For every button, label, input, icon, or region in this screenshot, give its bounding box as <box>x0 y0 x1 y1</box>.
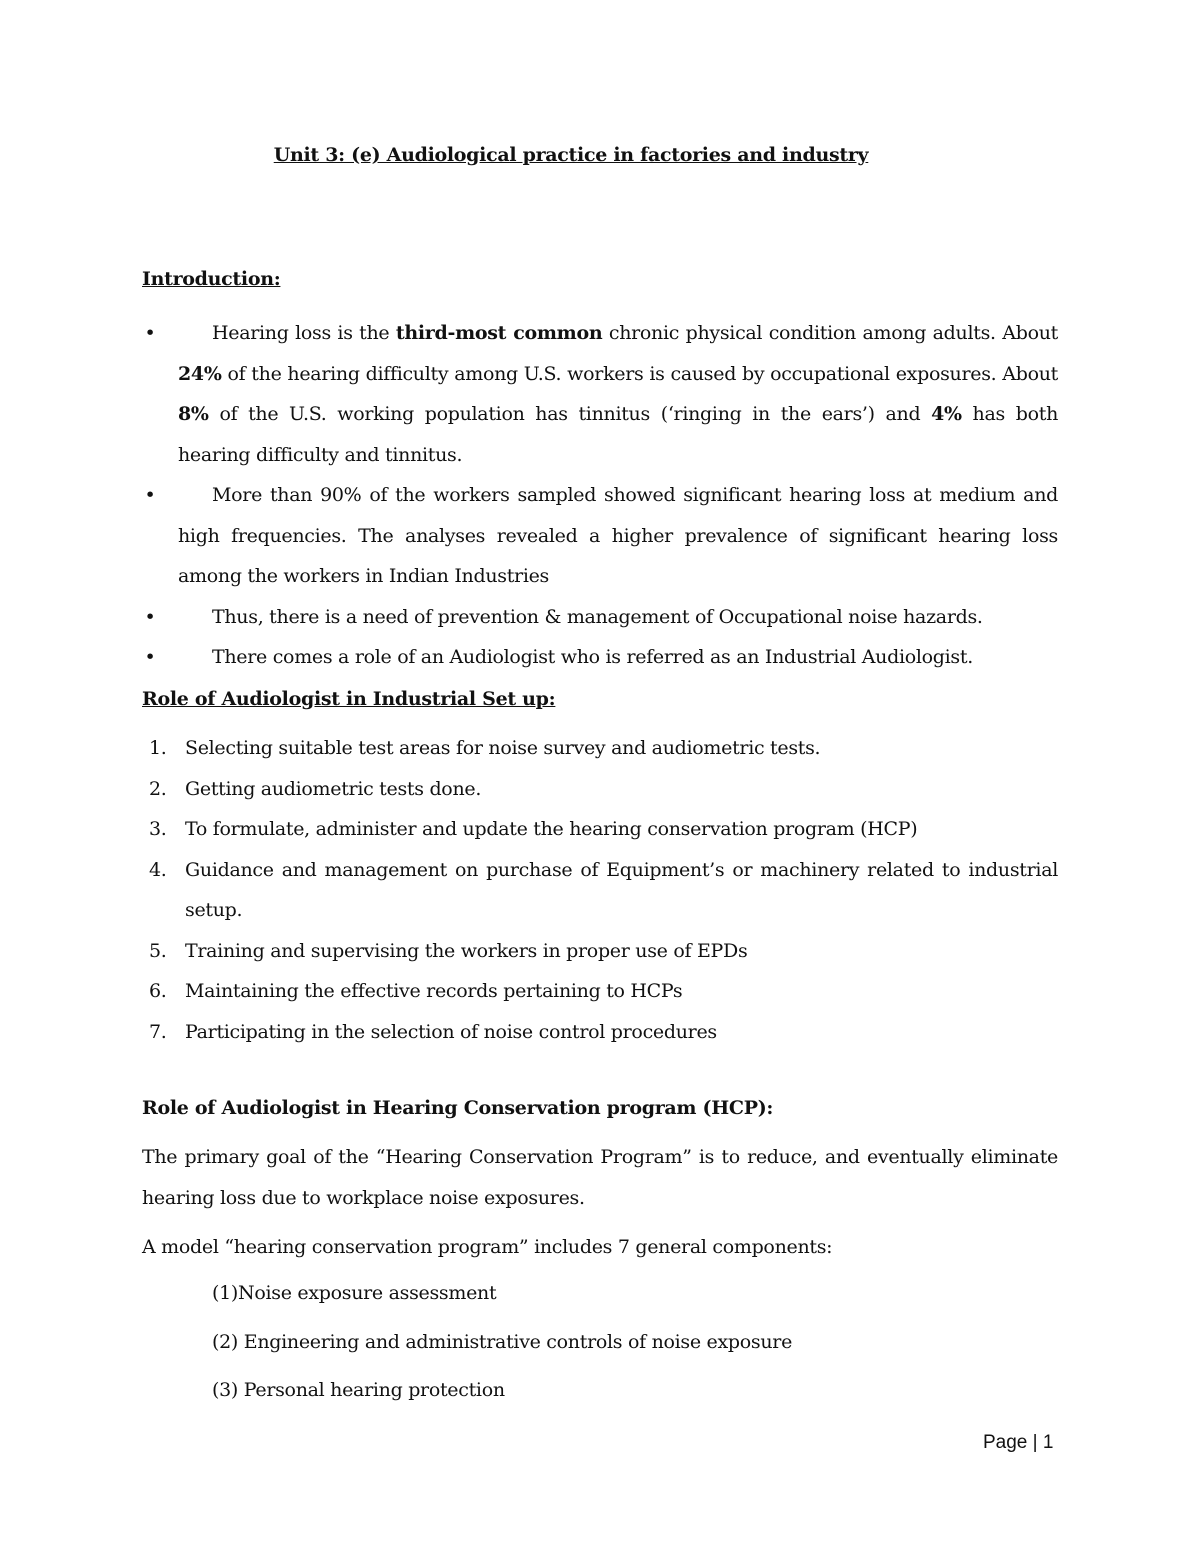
bullet-text-segment: More than 90% of the workers sampled showed significant hearing loss at medium and high frequencies. The analyses revealed a higher prevalence of significant hearing loss among the workers in Indian Industries <box>178 484 1058 587</box>
industrial-role-item <box>142 971 1058 1012</box>
industrial-role-list <box>142 728 1058 1052</box>
introduction-heading: Introduction: <box>142 268 281 290</box>
list-item-text: Training and supervising the workers in proper use of EPDs <box>185 939 748 962</box>
hcp-component-1: (1)Noise exposure assessment <box>212 1282 497 1304</box>
hcp-component-3: (3) Personal hearing protection <box>212 1379 505 1401</box>
hcp-goal-paragraph: The primary goal of the “Hearing Conservation Program” is to reduce, and eventually eliminate hearing loss due to workplace noise exposures. <box>142 1146 1058 1209</box>
list-number: 4. <box>149 858 167 881</box>
industrial-role-item <box>142 769 1058 810</box>
industrial-role-item <box>142 728 1058 769</box>
list-number: 1. <box>149 737 167 759</box>
bullet-text-segment: has both hearing difficulty and tinnitus. <box>178 403 1059 466</box>
page-title: Unit 3: (e) Audiological practice in factories and industry <box>273 144 869 166</box>
bullet-dot-icon: • <box>144 605 156 628</box>
list-item-text: Getting audiometric tests done. <box>185 777 482 800</box>
industrial-role-heading: Role of Audiologist in Industrial Set up: <box>142 688 556 710</box>
introduction-bullet-item <box>142 597 1058 638</box>
list-item-text: To formulate, administer and update the hearing conservation program (HCP) <box>185 818 918 840</box>
list-number: 3. <box>149 818 167 840</box>
hcp-component-2: (2) Engineering and administrative controls of noise exposure <box>212 1331 793 1353</box>
list-number: 7. <box>149 1020 167 1043</box>
industrial-role-item <box>142 850 1058 931</box>
hcp-components-intro: A model “hearing conservation program” includes 7 general components: <box>142 1236 833 1258</box>
bullet-text-segment: chronic physical condition among adults. About <box>602 322 1058 344</box>
list-item-text: Guidance and management on purchase of Equipment’s or machinery related to industrial setup. <box>185 858 1058 921</box>
industrial-role-item <box>142 1012 1058 1053</box>
introduction-bullet-item <box>142 475 1058 597</box>
bullet-text-segment: Hearing loss is the <box>212 322 396 344</box>
introduction-bullet-item <box>142 313 1058 475</box>
bullet-text-segment: of the U.S. working population has tinnitus (‘ringing in the ears’) and <box>208 403 932 425</box>
list-number: 6. <box>149 980 167 1002</box>
bullet-dot-icon: • <box>144 484 156 506</box>
list-number: 5. <box>149 939 167 962</box>
industrial-role-item <box>142 931 1058 972</box>
bullet-dot-icon: • <box>144 322 156 344</box>
bullet-text-segment: of the hearing difficulty among U.S. workers is caused by occupational exposures. About <box>221 362 1058 385</box>
bullet-text-segment: 4% <box>931 403 962 425</box>
list-item-text: Selecting suitable test areas for noise survey and audiometric tests. <box>185 737 821 759</box>
introduction-bullet-list <box>142 313 1058 678</box>
page-number: Page | 1 <box>983 1432 1054 1453</box>
bullet-text-segment: 8% <box>178 403 209 425</box>
bullet-dot-icon: • <box>144 646 156 668</box>
bullet-text-segment: 24% <box>178 362 222 385</box>
introduction-bullet-item <box>142 637 1058 678</box>
bullet-text-segment: third-most common <box>395 322 603 344</box>
list-number: 2. <box>149 777 167 800</box>
bullet-text-segment: Thus, there is a need of prevention & management of Occupational noise hazards. <box>212 605 983 628</box>
hcp-heading: Role of Audiologist in Hearing Conservation program (HCP): <box>142 1097 774 1119</box>
bullet-text-segment: There comes a role of an Audiologist who is referred as an Industrial Audiologist. <box>212 646 973 668</box>
list-item-text: Participating in the selection of noise control procedures <box>185 1020 717 1043</box>
list-item-text: Maintaining the effective records pertaining to HCPs <box>185 980 683 1002</box>
industrial-role-item <box>142 809 1058 850</box>
